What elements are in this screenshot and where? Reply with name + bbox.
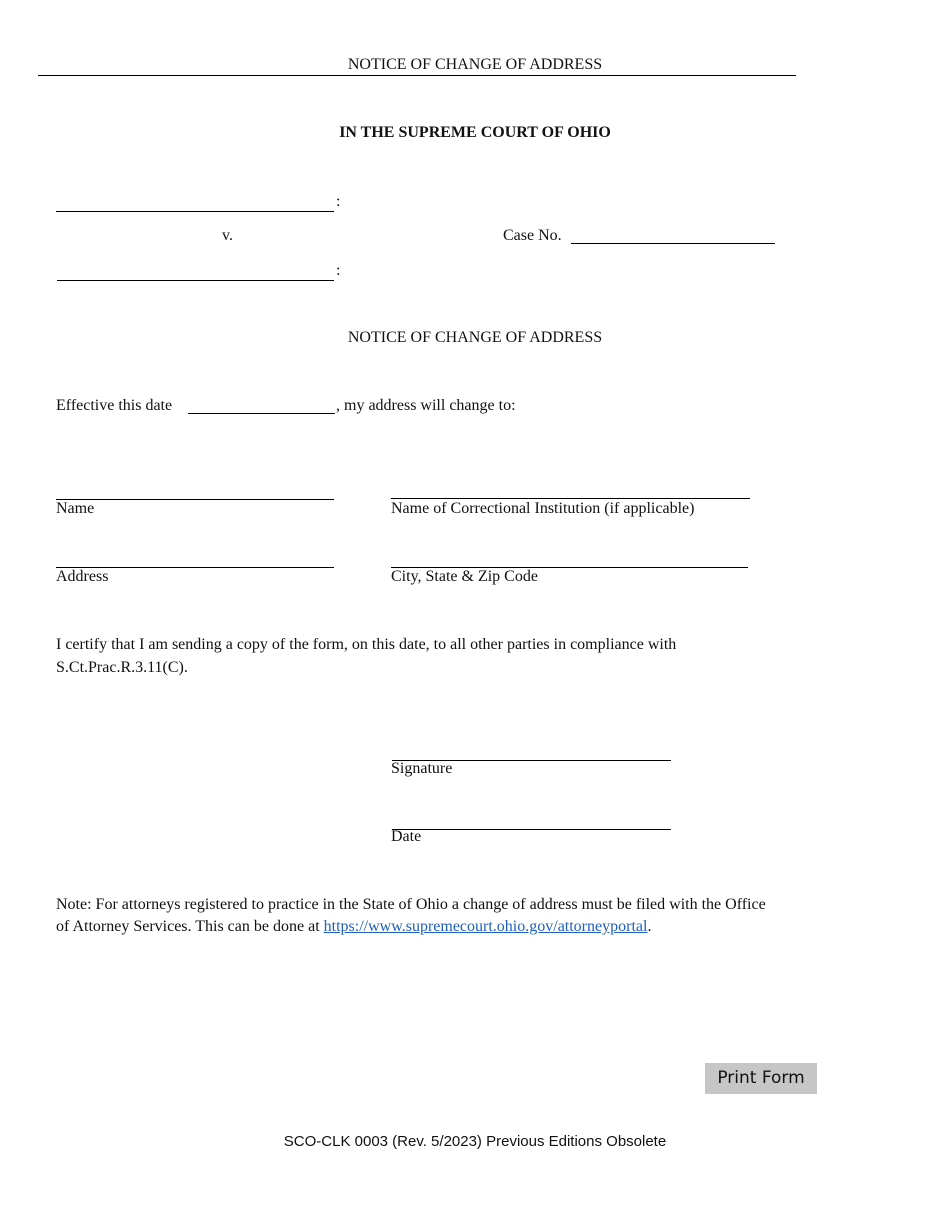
- party-one-line[interactable]: [56, 211, 334, 212]
- party-two-line[interactable]: [57, 280, 334, 281]
- note-line-2-suffix: .: [647, 918, 652, 935]
- case-no-line[interactable]: [571, 243, 775, 244]
- certify-line-1: I certify that I am sending a copy of the form, on this date, to all other parties in compliance with: [56, 636, 677, 653]
- attorney-portal-link[interactable]: https://www.supremecourt.ohio.gov/attorneyportal: [323, 918, 648, 935]
- signature-label: Signature: [391, 760, 453, 777]
- court-title: IN THE SUPREME COURT OF OHIO: [339, 124, 611, 141]
- case-no-label: Case No.: [503, 227, 562, 244]
- header-title: NOTICE OF CHANGE OF ADDRESS: [347, 56, 603, 73]
- caption-colon-bottom: :: [336, 262, 341, 279]
- header-rule: [38, 75, 796, 76]
- date-label: Date: [391, 828, 422, 845]
- institution-label: Name of Correctional Institution (if applicable): [391, 500, 695, 517]
- note-line-1: Note: For attorneys registered to practice in the State of Ohio a change of address must be filed with the Office: [56, 896, 766, 913]
- effective-date-line[interactable]: [188, 413, 335, 414]
- note-line-2-prefix: of Attorney Services. This can be done at: [56, 918, 324, 935]
- city-state-zip-label: City, State & Zip Code: [391, 568, 538, 585]
- effective-prefix: Effective this date: [56, 397, 173, 414]
- certify-line-2: S.Ct.Prac.R.3.11(C).: [56, 659, 188, 676]
- name-line[interactable]: [56, 499, 334, 500]
- address-label: Address: [56, 568, 109, 585]
- name-label: Name: [56, 500, 95, 517]
- caption-colon-top: :: [336, 193, 341, 210]
- date-line[interactable]: [392, 829, 671, 830]
- print-form-button[interactable]: Print Form: [705, 1063, 817, 1094]
- form-title: NOTICE OF CHANGE OF ADDRESS: [347, 329, 603, 346]
- versus-label: v.: [222, 227, 233, 244]
- form-footer: SCO-CLK 0003 (Rev. 5/2023) Previous Editions Obsolete: [283, 1133, 667, 1150]
- effective-suffix: , my address will change to:: [336, 397, 516, 414]
- institution-line[interactable]: [391, 498, 750, 499]
- note-line-2: [56, 918, 651, 936]
